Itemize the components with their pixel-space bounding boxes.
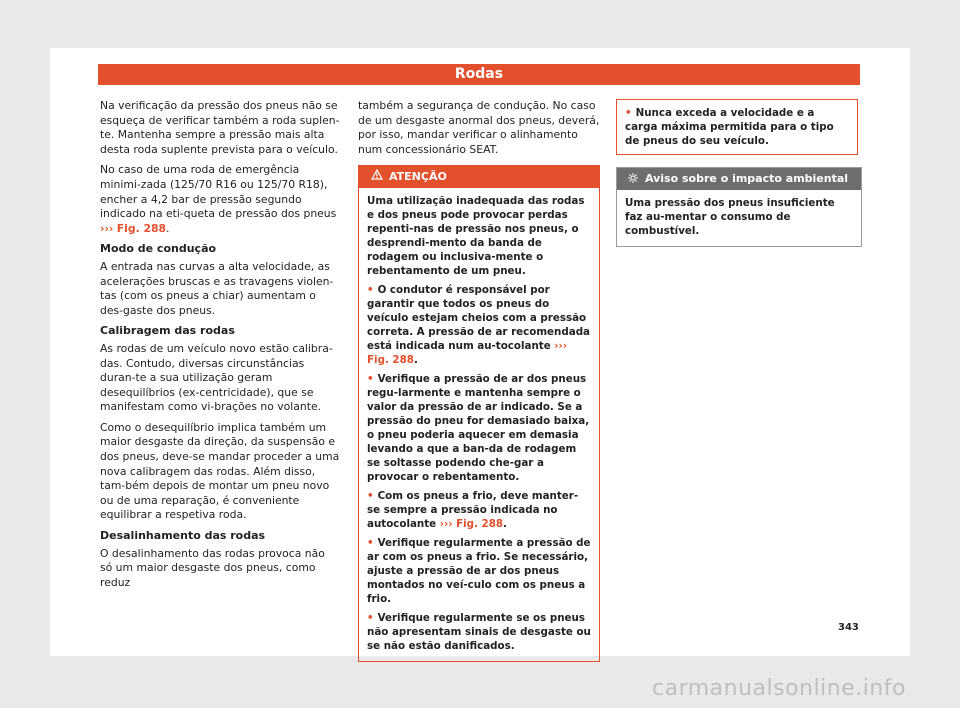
paragraph-misalignment: O desalinhamento das rodas provoca não só um maior desgaste dos pneus, como reduz	[100, 546, 325, 589]
bullet-icon: •	[367, 373, 374, 386]
column-left	[100, 99, 340, 596]
warning-item: Nunca exceda a velocidade e a carga máxima permitida para o tipo de pneus do seu veículo.	[625, 107, 834, 147]
bullet-icon: •	[367, 612, 374, 625]
warning-box	[358, 165, 600, 662]
warning-title-bar	[359, 166, 599, 188]
ref-arrows: ›››	[554, 340, 568, 353]
leaf-icon	[627, 170, 639, 192]
warning-item: • Verifique regularmente se os pneus não apresentam sinais de desgaste ou se não estão danificados.	[367, 612, 591, 653]
paragraph-alignment-cont: também a segurança de condução. No caso de um desgaste anormal dos pneus, deverá, por isso, mandar verificar o alinhamento num concessionário SEAT.	[358, 99, 600, 156]
environment-title: Aviso sobre o impacto ambiental	[645, 172, 849, 185]
warning-continuation-box	[616, 99, 858, 155]
warning-item: • Com os pneus a frio, deve manter-se sempre a pressão indicada no autocolante ››› Fig. 288.	[367, 490, 579, 531]
heading-balancing: Calibragem das rodas	[100, 324, 235, 338]
paragraph-emergency-wheel: No caso de uma roda de emergência minimi-zada (125/70 R16 ou 125/70 R18), encher a 4,2 bar de pressão segundo indicado na eti-queta de pressão dos pneus ››› Fig. 288.	[100, 163, 337, 235]
heading-misalignment: Desalinhamento das rodas	[100, 529, 266, 543]
bullet-icon: •	[367, 537, 374, 550]
environment-title-bar	[617, 168, 861, 190]
warning-item: • Verifique a pressão de ar dos pneus regu-larmente e mantenha sempre o valor da pressão de ar indicado. Se a pressão do pneu for demasiado baixa, o pneu poderia aquecer em demasia levando a que a ban-da de rodagem se soltasse podendo che-gar a provocar o rebentamento.	[367, 373, 590, 484]
warning-item: • O condutor é responsável por garantir que todos os pneus do veículo estejam cheios com a pressão correta. A pressão de ar recomendada está indicada num au-tocolante ››› Fig. 288.	[367, 284, 591, 367]
ref-arrows: ›››	[100, 221, 114, 235]
warning-item: • Verifique regularmente a pressão de ar com os pneus a frio. Se necessário, ajuste a pressão de ar dos pneus montados no veí-culo com os pneus a frio.	[367, 537, 591, 606]
page-number: 343	[838, 622, 859, 633]
heading-driving-mode: Modo de condução	[100, 242, 217, 256]
column-middle	[358, 99, 600, 662]
paragraph-balancing-2: Como o desequilíbrio implica também um maior desgaste da direção, da suspensão e dos pneus, deve-se mandar proceder a uma nova calibragem das rodas. Além disso, tam-bém depois de montar um pneu novo ou de uma reparação, é conveniente equilibrar a respetiva roda.	[100, 420, 340, 522]
paragraph-spare-wheel: Na verificação da pressão dos pneus não se esqueça de verificar também a roda suplen-te. Mantenha sempre a pressão mais alta desta roda suplente prevista para o veículo.	[100, 99, 340, 156]
bullet-icon: •	[367, 284, 374, 297]
bullet-icon: •	[625, 107, 632, 119]
warning-triangle-icon	[371, 166, 383, 188]
column-right	[616, 99, 860, 247]
paragraph-balancing-1: As rodas de um veículo novo estão calibra-das. Contudo, diversas circunstâncias duran-te a sua utilização geram desequilíbrios (ex-centricidade), que se manifestam como vi-brações no volante.	[100, 341, 333, 414]
page-header-title: Rodas	[98, 64, 860, 85]
figure-link[interactable]: Fig. 288	[367, 354, 414, 367]
environment-notice-box	[616, 167, 862, 247]
figure-link[interactable]: Fig. 288	[116, 221, 166, 235]
paragraph-driving-mode: A entrada nas curvas a alta velocidade, as acelerações bruscas e as travagens violen-tas (com os pneus a chiar) aumentam o des-gaste dos pneus.	[100, 259, 334, 317]
warning-title: ATENÇÃO	[389, 170, 447, 184]
watermark: carmanualsonline.info	[652, 676, 906, 701]
environment-body: Uma pressão dos pneus insuficiente faz au-mentar o consumo de combustível.	[625, 197, 835, 237]
warning-body	[359, 188, 599, 661]
ref-arrows: ›››	[439, 518, 453, 531]
bullet-icon: •	[367, 490, 374, 503]
warning-intro: Uma utilização inadequada das rodas e dos pneus pode provocar perdas repenti-nas de pressão nos pneus, o desprendi-mento da banda de rodagem ou inclusiva-mente o rebentamento de um pneu.	[367, 195, 585, 278]
figure-link[interactable]: Fig. 288	[456, 518, 504, 531]
